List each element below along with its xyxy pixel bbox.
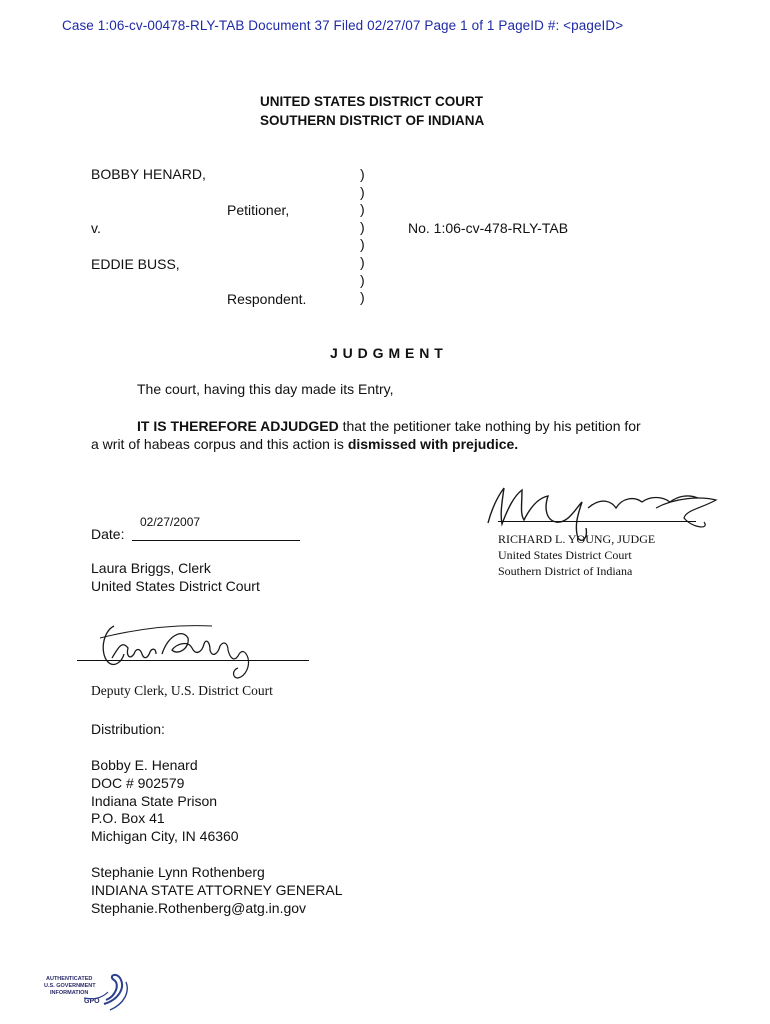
svg-text:U.S. GOVERNMENT: U.S. GOVERNMENT	[44, 983, 96, 989]
judgment-line-2-text: a writ of habeas corpus and this action is	[91, 436, 348, 452]
svg-text:GPO: GPO	[84, 998, 100, 1005]
respondent-role: Respondent.	[227, 291, 307, 307]
recipient-1-line: Indiana State Prison	[91, 793, 218, 809]
recipient-2-line: Stephanie Lynn Rothenberg	[91, 864, 265, 880]
judgment-line-2	[91, 436, 518, 452]
judge-district: Southern District of Indiana	[498, 564, 633, 578]
clerk-name: Laura Briggs, Clerk	[91, 560, 211, 576]
versus-label: v.	[91, 220, 101, 236]
clerk-court: United States District Court	[91, 578, 260, 594]
deputy-clerk-label: Deputy Clerk, U.S. District Court	[91, 683, 273, 698]
adjudged-text: that the petitioner take nothing by his petition for	[338, 418, 641, 434]
judgment-line-1	[137, 418, 641, 434]
gpo-seal-logo	[44, 970, 134, 1016]
recipient-1-line: P.O. Box 41	[91, 810, 165, 826]
recipient-1-line: DOC # 902579	[91, 775, 185, 791]
caption-bracket: ) ) ) ) ) ) ) )	[360, 166, 365, 306]
judge-name: RICHARD L. YOUNG, JUDGE	[498, 532, 656, 546]
judge-signature-line	[498, 521, 696, 522]
deputy-clerk-signature	[92, 618, 272, 688]
recipient-1-line: Bobby E. Henard	[91, 757, 198, 773]
case-number: No. 1:06-cv-478-RLY-TAB	[408, 220, 569, 236]
petitioner-role: Petitioner,	[227, 202, 290, 218]
court-name: UNITED STATES DISTRICT COURT	[260, 94, 483, 109]
recipient-1-line: Michigan City, IN 46360	[91, 828, 239, 844]
petitioner-name: BOBBY HENARD,	[91, 166, 206, 182]
court-district: SOUTHERN DISTRICT OF INDIANA	[260, 113, 485, 128]
deputy-clerk-signature-line	[77, 660, 309, 661]
date-line	[132, 540, 300, 541]
case-header-stamp: Case 1:06-cv-00478-RLY-TAB Document 37 Filed 02/27/07 Page 1 of 1 PageID #: <pageID>	[62, 18, 624, 33]
date-value: 02/27/2007	[140, 515, 201, 529]
date-label: Date:	[91, 526, 125, 542]
adjudged-bold: IT IS THEREFORE ADJUDGED	[137, 418, 339, 434]
judgment-title: J U D G M E N T	[330, 345, 444, 361]
respondent-name: EDDIE BUSS,	[91, 256, 180, 272]
svg-text:AUTHENTICATED: AUTHENTICATED	[46, 976, 93, 982]
judgment-intro: The court, having this day made its Entry,	[137, 381, 394, 397]
recipient-2-line: INDIANA STATE ATTORNEY GENERAL	[91, 882, 343, 898]
distribution-label: Distribution:	[91, 721, 165, 737]
dismissed-bold: dismissed with prejudice.	[347, 436, 519, 452]
svg-text:INFORMATION: INFORMATION	[50, 990, 89, 996]
recipient-2-line: Stephanie.Rothenberg@atg.in.gov	[91, 900, 307, 916]
judge-court: United States District Court	[498, 548, 632, 562]
